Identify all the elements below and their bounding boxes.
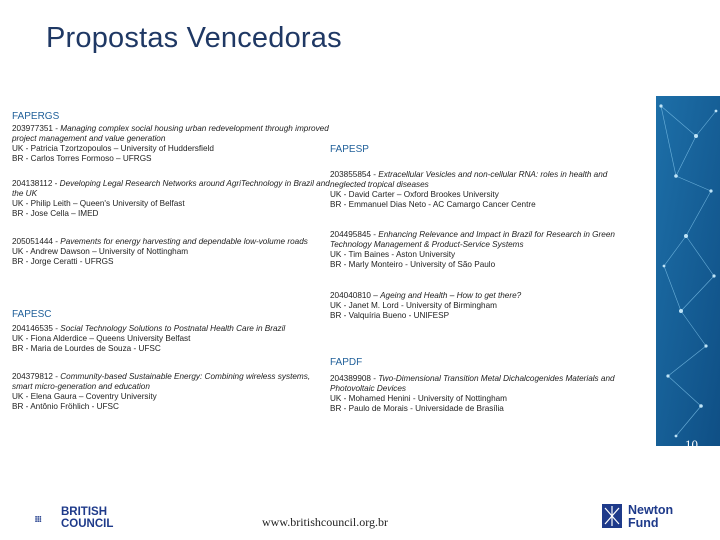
list-item: 204495845 - Enhancing Relevance and Impact in Brazil for Research in Green Technology Management & Product-Service Systems UK - Tim Baines - Aston University BR - Marly Monteiro - University of São Paulo (330, 230, 645, 270)
uk-lead: UK - Fiona Alderdice – Queens University Belfast (12, 334, 191, 343)
project-title: Two-Dimensional Transition Metal Dichalcogenides Materials and Photovoltaic Devices (330, 374, 615, 393)
project-id: 203855854 (330, 170, 371, 179)
list-item: 204389908 - Two-Dimensional Transition Metal Dichalcogenides Materials and Photovoltaic Devices UK - Mohamed Henini - University of Nottingham BR - Paulo de Morais - Universidade de Brasília (330, 374, 645, 414)
list-item: 203977351 - Managing complex social housing urban redevelopment through improved project management and value generation UK - Patricia Tzortzopoulos – University of Huddersfield BR - Carlos Torres Formoso – UFRGS (12, 124, 332, 164)
fapdf-heading: FAPDF (330, 357, 363, 368)
br-lead: BR - Paulo de Morais - Universidade de Brasília (330, 404, 504, 413)
uk-lead: UK - Janet M. Lord - University of Birmingham (330, 301, 497, 310)
bc-line1: BRITISH (61, 506, 107, 518)
project-title: Community-based Sustainable Energy: Combining wireless systems, smart micro-generation and education (12, 372, 311, 391)
project-id: 204138112 (12, 179, 53, 188)
list-item: 203855854 - Extracellular Vesicles and non-cellular RNA: roles in health and neglected tropical diseases UK - David Carter – Oxford Brookes University BR - Emmanuel Dias Neto - AC Camargo Cancer Centre (330, 170, 645, 210)
fapesp-heading: FAPESP (330, 144, 369, 155)
list-item: 204379812 - Community-based Sustainable Energy: Combining wireless systems, smart micro-generation and education UK - Elena Gaura – Coventry University BR - Antônio Fröhlich - UFSC (12, 372, 311, 411)
project-id: 204379812 (12, 372, 53, 381)
br-lead: BR - Maria de Lourdes de Souza - UFSC (12, 344, 161, 353)
list-item: 205051444 - Pavements for energy harvesting and dependable low-volume roads UK - Andrew Dawson – University of Nottingham BR - Jorge Ceratti - UFRGS (12, 237, 317, 267)
newton-fund-logo-icon (602, 504, 622, 528)
project-id: 204146535 (12, 324, 53, 333)
project-id: 205051444 (12, 237, 53, 246)
slide-title: Propostas Vencedoras (46, 22, 342, 54)
list-item: 204146535 - Social Technology Solutions to Postnatal Health Care in Brazil UK - Fiona Alderdice – Queens University Belfast BR - Maria de Lourdes de Souza - UFSC (12, 324, 337, 354)
project-title: Social Technology Solutions to Postnatal Health Care in Brazil (60, 324, 286, 333)
british-council-wordmark (61, 507, 113, 530)
br-lead: BR - Carlos Torres Formoso – UFRGS (12, 154, 152, 163)
network-graphic (656, 96, 720, 446)
br-lead: BR - Marly Monteiro - University of São Paulo (330, 260, 496, 269)
newton-fund-wordmark (628, 504, 673, 530)
bc-line2: COUNCIL (61, 517, 114, 530)
uk-lead: UK - Tim Baines - Aston University (330, 250, 456, 259)
british-council-logo-icon (35, 507, 59, 531)
page-number: 10 (685, 437, 698, 452)
br-lead: BR - Emmanuel Dias Neto - AC Camargo Cancer Centre (330, 200, 536, 209)
fapergs-heading: FAPERGS (12, 111, 60, 122)
project-id: 204040810 (330, 291, 371, 300)
nf-line2: Fund (628, 516, 659, 530)
br-lead: BR - Jose Cella – IMED (12, 209, 99, 218)
uk-lead: UK - Philip Leith – Queen's University of Belfast (12, 199, 185, 208)
list-item: 204040810 – Ageing and Health – How to get there? UK - Janet M. Lord - University of Birmingham BR - Valquíria Bueno - UNIFESP (330, 291, 645, 321)
uk-lead: UK - Mohamed Henini - University of Nottingham (330, 394, 508, 403)
br-lead: BR - Valquíria Bueno - UNIFESP (330, 311, 450, 320)
nf-line1: Newton (628, 503, 674, 517)
uk-lead: UK - Elena Gaura – Coventry University (12, 392, 157, 401)
uk-lead: UK - Patricia Tzortzopoulos – University of Huddersfield (12, 144, 214, 153)
uk-lead: UK - Andrew Dawson – University of Nottingham (12, 247, 189, 256)
project-id: 203977351 (12, 124, 53, 133)
website-link[interactable]: www.britishcouncil.org.br (262, 515, 388, 529)
br-lead: BR - Antônio Fröhlich - UFSC (12, 402, 119, 411)
project-title: Extracellular Vesicles and non-cellular RNA: roles in health and neglected tropical diseases (330, 170, 608, 189)
br-lead: BR - Jorge Ceratti - UFRGS (12, 257, 114, 266)
project-id: 204495845 (330, 230, 371, 239)
fapesc-heading: FAPESC (12, 309, 52, 320)
project-title: Ageing and Health – How to get there? (380, 291, 522, 300)
list-item: 204138112 - Developing Legal Research Networks around AgriTechnology in Brazil and the UK UK - Philip Leith – Queen's University of Belfast BR - Jose Cella – IMED (12, 179, 334, 219)
project-title: Developing Legal Research Networks around AgriTechnology in Brazil and the UK (12, 179, 330, 198)
project-title: Pavements for energy harvesting and dependable low-volume roads (60, 237, 308, 246)
project-title: Enhancing Relevance and Impact in Brazil for Research in Green Technology Management & Product-Service Systems (330, 230, 615, 249)
uk-lead: UK - David Carter – Oxford Brookes University (330, 190, 499, 199)
project-id: 204389908 (330, 374, 371, 383)
project-title: Managing complex social housing urban redevelopment through improved project management and value generation (12, 124, 329, 143)
